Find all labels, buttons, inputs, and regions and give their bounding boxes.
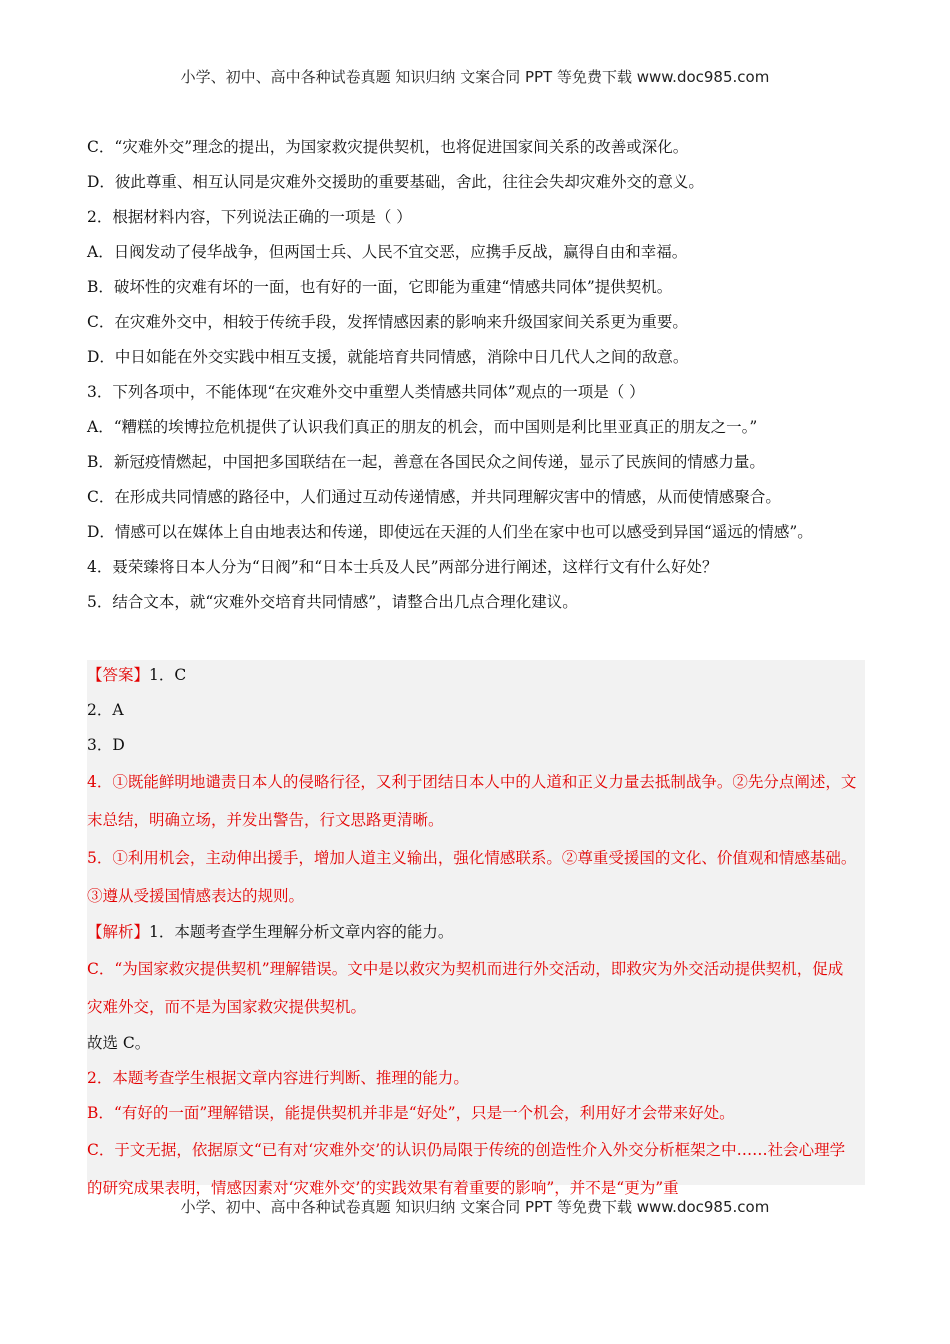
analysis-1-line: [87, 915, 857, 950]
answer-1-line: [87, 658, 857, 693]
page-header: 小学、初中、高中各种试卷真题 知识归纳 文案合同 PPT 等免费下载 www.doc985.com: [180, 68, 770, 86]
analysis-1: 1．本题考查学生理解分析文章内容的能力。: [149, 923, 454, 941]
answer-5: 5．①利用机会，主动伸出援手，增加人道主义输出，强化情感联系。②尊重受援国的文化、价值观和情感基础。③遵从受援国情感表达的规则。: [87, 849, 857, 905]
analysis-1-choice: 故选 C。: [87, 1034, 151, 1052]
analysis-2: 2．本题考查学生根据文章内容进行判断、推理的能力。: [87, 1069, 469, 1087]
analysis-tag: 【解析】: [87, 923, 150, 941]
analysis-2c: C．于文无据，依据原文“已有对‘灾难外交’的认识仍局限于传统的创造性介入外交分析框架之中……社会心理学的研究成果表明，情感因素对‘灾难外交’的实践效果有着重要的影响”，并不是“更为”重: [87, 1141, 846, 1197]
q2-option-d: D．中日如能在外交实践中相互支援，就能培育共同情感，消除中日几代人之间的敌意。: [87, 348, 689, 366]
answer-2: 2．A: [87, 701, 124, 719]
question-5: 5．结合文本，就“灾难外交培育共同情感”，请整合出几点合理化建议。: [87, 593, 578, 611]
q3-option-b: B．新冠疫情燃起，中国把多国联结在一起，善意在各国民众之间传递，显示了民族间的情感力量。: [87, 453, 765, 471]
q2-option-c: C．在灾难外交中，相较于传统手段，发挥情感因素的影响来升级国家间关系更为重要。: [87, 313, 688, 331]
page-footer: 小学、初中、高中各种试卷真题 知识归纳 文案合同 PPT 等免费下载 www.doc985.com: [180, 1198, 770, 1216]
analysis-2b: B．“有好的一面”理解错误，能提供契机并非是“好处”，只是一个机会，利用好才会带来好处。: [87, 1104, 735, 1122]
q1-option-c: C．“灾难外交”理念的提出，为国家救灾提供契机，也将促进国家间关系的改善或深化。: [87, 138, 689, 156]
q2-option-b: B．破坏性的灾难有坏的一面，也有好的一面，它即能为重建“情感共同体”提供契机。: [87, 278, 673, 296]
q3-option-a: A．“糟糕的埃博拉危机提供了认识我们真正的朋友的机会，而中国则是利比里亚真正的朋友之一。”: [87, 418, 758, 436]
q3-option-c: C．在形成共同情感的路径中，人们通过互动传递情感，并共同理解灾害中的情感，从而使情感聚合。: [87, 488, 781, 506]
question-2: 2．根据材料内容，下列说法正确的一项是（ ）: [87, 208, 412, 226]
q2-option-a: A．日阀发动了侵华战争，但两国士兵、人民不宜交恶，应携手反战，赢得自由和幸福。: [87, 243, 688, 261]
answer-tag: 【答案】: [87, 666, 150, 684]
question-section: [87, 130, 867, 620]
answer-section: [87, 658, 857, 1207]
answer-1: 1．C: [149, 666, 187, 684]
answer-3: 3．D: [87, 736, 125, 754]
answer-4: 4．①既能鲜明地谴责日本人的侵略行径，又利于团结日本人中的人道和正义力量去抵制战争。②先分点阐述，文末总结，明确立场，并发出警告，行文思路更清晰。: [87, 773, 857, 829]
q3-option-d: D．情感可以在媒体上自由地表达和传递，即使远在天涯的人们坐在家中也可以感受到异国“遥远的情感”。: [87, 523, 813, 541]
q1-option-d: D．彼此尊重、相互认同是灾难外交援助的重要基础，舍此，往往会失却灾难外交的意义。: [87, 173, 704, 191]
analysis-1c: C．“为国家救灾提供契机”理解错误。文中是以救灾为契机而进行外交活动，即救灾为外交活动提供契机，促成灾难外交，而不是为国家救灾提供契机。: [87, 960, 844, 1016]
question-3: 3．下列各项中，不能体现“在灾难外交中重塑人类情感共同体”观点的一项是（ ）: [87, 383, 645, 401]
question-4: 4．聂荣臻将日本人分为“日阀”和“日本士兵及人民”两部分进行阐述，这样行文有什么好处？: [87, 558, 718, 576]
